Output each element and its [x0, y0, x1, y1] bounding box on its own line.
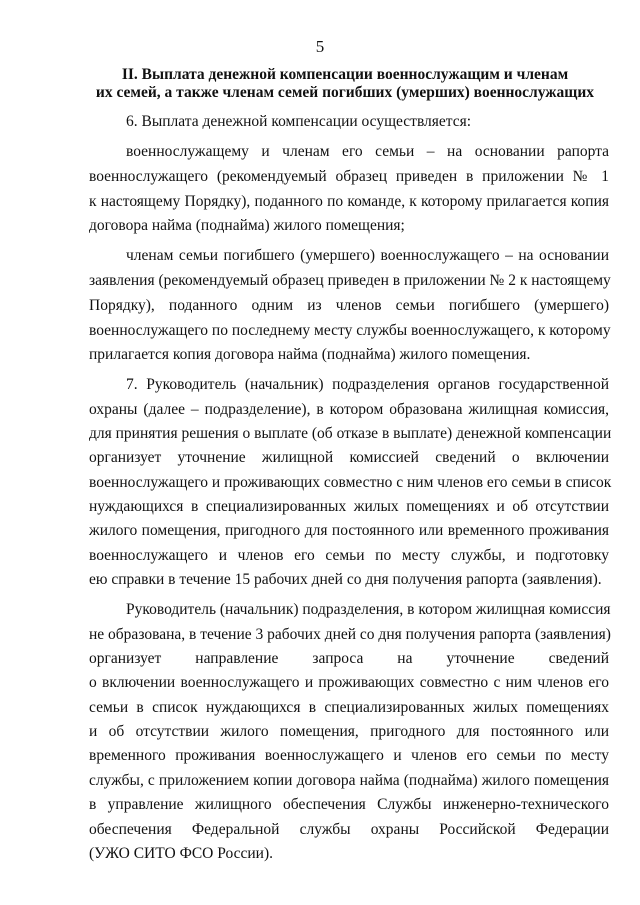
text-line: жилого помещения, пригодного для постоянного или временного проживания	[89, 522, 609, 539]
text-line: к настоящему Порядку), поданного по команде, к которому прилагается копия	[89, 193, 609, 210]
text-line: Порядку), поданного одним из членов семьи погибшего (умершего)	[89, 297, 609, 314]
paragraph-head-start: Руководитель (начальник) подразделения, в котором жилищная комиссия	[126, 601, 611, 618]
text-line: военнослужащего по последнему месту службы военнослужащего, к которому	[89, 322, 611, 339]
paragraph-6-intro: 6. Выплата денежной компенсации осуществляется:	[126, 113, 472, 130]
text-line: договора найма (поднайма) жилого помещения;	[89, 217, 405, 234]
text-line: о включении военнослужащего и проживающих совместно с ним членов его	[89, 674, 609, 691]
text-line: заявления (рекомендуемый образец приведен в приложении № 2 к настоящему	[89, 272, 611, 289]
text-line: (УЖО СИТО ФСО России).	[89, 845, 273, 862]
text-line: охраны (далее – подразделение), в котором образована жилищная комиссия,	[89, 401, 609, 418]
section-title-line-2: их семей, а также членам семей погибших (умерших) военнослужащих	[95, 84, 595, 101]
text-line: нуждающихся в специализированных жилых помещениях и об отсутствии	[89, 498, 609, 515]
text-line: обеспечения Федеральной службы охраны Российской Федерации	[89, 821, 609, 838]
section-title-line-1: II. Выплата денежной компенсации военнослужащим и членам	[121, 66, 569, 83]
text-line: временного проживания военнослужащего и членов его семьи по месту	[89, 747, 609, 764]
text-line: организует направление запроса на уточнение сведений	[89, 650, 609, 667]
text-line: военнослужащего (рекомендуемый образец приведен в приложении № 1	[89, 168, 609, 185]
text-line: членам семьи погибшего (умершего) военнослужащего – на основании	[126, 247, 609, 264]
text-line: и об отсутствии жилого помещения, пригодного для постоянного или	[89, 723, 609, 740]
paragraph-7-start: 7. Руководитель (начальник) подразделения органов государственной	[126, 376, 609, 393]
text-line: семьи в список нуждающихся в специализированных жилых помещениях	[89, 699, 609, 716]
text-line: в управление жилищного обеспечения Службы инженерно-технического	[89, 796, 609, 813]
text-line: организует уточнение жилищной комиссией сведений о включении	[89, 449, 609, 466]
text-line: не образована, в течение 3 рабочих дней со дня получения рапорта (заявления)	[89, 626, 611, 643]
page-number: 5	[315, 37, 325, 56]
text-line: службы, с приложением копии договора найма (поднайма) жилого помещения	[89, 772, 609, 789]
text-line: прилагается копия договора найма (поднайма) жилого помещения.	[89, 346, 531, 363]
text-line: ею справки в течение 15 рабочих дней со дня получения рапорта (заявления).	[89, 571, 602, 588]
text-line: военнослужащего и проживающих совместно с ним членов его семьи в список	[89, 474, 612, 491]
text-line: для принятия решения о выплате (об отказе в выплате) денежной компенсации	[89, 425, 612, 442]
text-line: военнослужащего и членов его семьи по месту службы, и подготовку	[89, 547, 609, 564]
text-line: военнослужащему и членам его семьи – на основании рапорта	[126, 143, 609, 160]
